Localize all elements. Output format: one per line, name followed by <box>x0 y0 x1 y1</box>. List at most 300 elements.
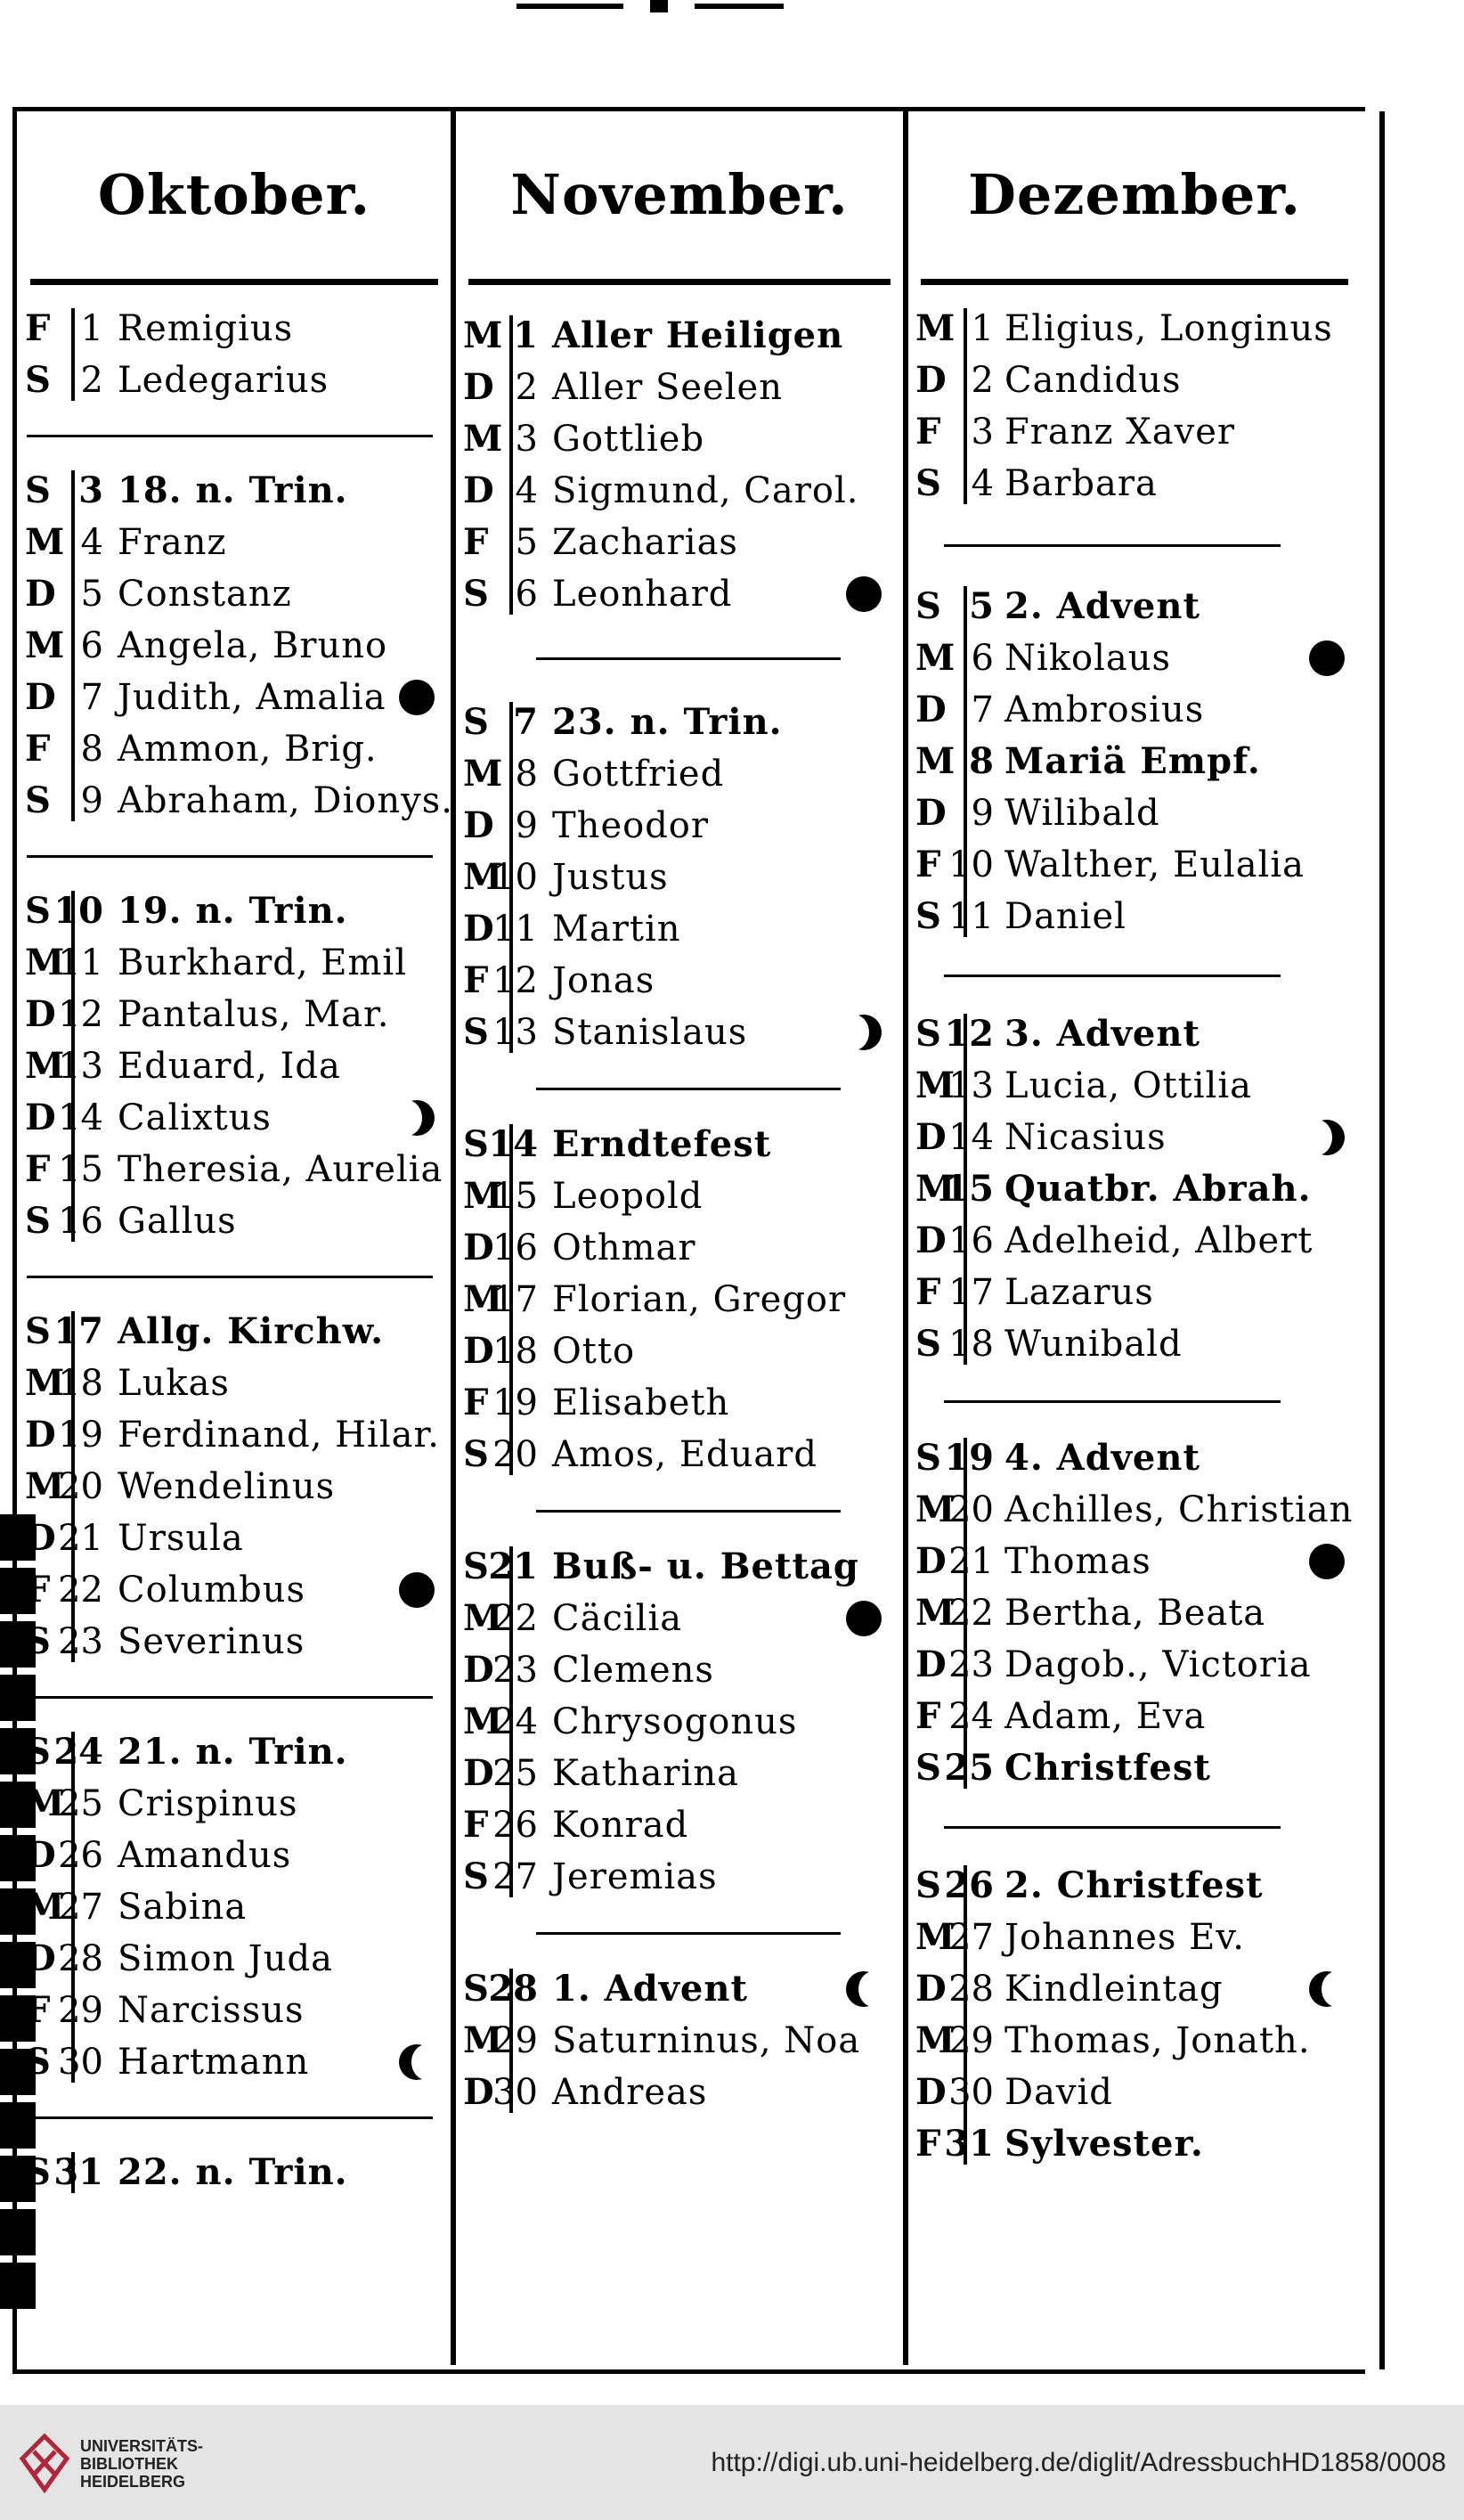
day-row <box>18 885 451 937</box>
weekday-letter: S <box>463 1011 489 1053</box>
weekday-letter: M <box>463 2019 503 2061</box>
day-number: 18 <box>492 1331 538 1372</box>
weekday-letter: M <box>915 1592 956 1634</box>
saint-name: Cäcilia <box>552 1598 683 1639</box>
week-separator <box>536 1510 841 1513</box>
day-number: 28 <box>58 1938 103 1979</box>
week-separator <box>944 1400 1281 1403</box>
saint-name: Katharina <box>552 1753 739 1794</box>
saint-name: 18. n. Trin. <box>118 469 348 511</box>
saint-name: Sylvester. <box>1004 2123 1204 2165</box>
day-number: 6 <box>80 625 103 666</box>
weekday-letter: M <box>463 1175 503 1217</box>
month-title: Dezember. <box>968 162 1301 227</box>
month-title: Oktober. <box>97 162 371 227</box>
saint-name: Adelheid, Albert <box>1004 1220 1314 1261</box>
weekday-letter: F <box>463 1382 489 1423</box>
saint-name: Lucia, Ottilia <box>1004 1065 1252 1106</box>
weekday-letter: D <box>463 469 494 511</box>
saint-name: Daniel <box>1004 896 1126 937</box>
day-row <box>908 406 1361 458</box>
day-row <box>456 697 903 748</box>
saint-name: Narcissus <box>118 1990 305 2031</box>
day-row <box>18 1358 451 1409</box>
weekday-letter: M <box>463 1597 503 1639</box>
weekday-letter: M <box>25 1886 65 1928</box>
weekday-letter: F <box>463 959 489 1001</box>
day-number: 7 <box>80 677 103 718</box>
day-row <box>456 852 903 903</box>
saint-name: Judith, Amalia <box>118 677 386 718</box>
weekday-letter: D <box>463 1649 494 1691</box>
weekday-letter: D <box>25 573 56 615</box>
weekday-letter: D <box>463 804 494 846</box>
weekday-letter: S <box>463 1855 489 1897</box>
full-moon-icon <box>1309 640 1345 676</box>
day-number: 29 <box>492 2020 538 2061</box>
weekday-letter: D <box>25 1097 56 1138</box>
saint-name: Nicasius <box>1004 1117 1167 1158</box>
saint-name: Justus <box>552 857 669 898</box>
saint-name: Achilles, Christian <box>1004 1489 1354 1530</box>
saint-name: Mariä Empf. <box>1004 740 1261 782</box>
saint-name: Aller Heiligen <box>552 314 844 356</box>
day-row <box>456 1222 903 1274</box>
weekday-letter: D <box>915 2071 947 2113</box>
day-row <box>456 568 903 620</box>
weekday-letter: S <box>25 1310 51 1352</box>
saint-name: Ledegarius <box>118 360 329 401</box>
day-number: 1 <box>80 308 103 349</box>
saint-name: Christfest <box>1004 1747 1211 1789</box>
day-number: 29 <box>58 1990 103 2031</box>
library-line: BIBLIOTHEK <box>80 2455 178 2473</box>
weekday-letter: D <box>915 792 947 834</box>
day-row <box>908 2067 1361 2118</box>
weekday-letter: D <box>463 908 494 950</box>
week-block <box>456 697 903 1058</box>
saint-name: 2. Christfest <box>1004 1864 1264 1906</box>
full-moon-icon <box>846 576 882 612</box>
week-block <box>908 581 1361 942</box>
day-number: 16 <box>492 1227 538 1268</box>
saint-name: 1. Advent <box>552 1968 748 2010</box>
day-row <box>908 1860 1361 1912</box>
weekday-letter: S <box>915 1747 941 1789</box>
saint-name: Gottlieb <box>552 419 705 460</box>
weekday-letter: D <box>463 2071 494 2113</box>
saint-name: Burkhard, Emil <box>118 942 407 983</box>
weekday-letter: M <box>463 1700 503 1742</box>
week-separator <box>27 435 433 437</box>
day-row <box>18 1513 451 1564</box>
day-row <box>18 1985 451 2036</box>
weekday-letter: D <box>463 1752 494 1794</box>
day-row <box>456 1325 903 1377</box>
day-row <box>18 989 451 1040</box>
day-number: 18 <box>948 1324 994 1365</box>
week-separator <box>944 1826 1281 1829</box>
weekday-letter: S <box>915 462 941 504</box>
day-number: 22 <box>58 1570 103 1611</box>
day-number: 10 <box>492 857 538 898</box>
day-row <box>456 903 903 955</box>
saint-name: Pantalus, Mar. <box>118 994 390 1035</box>
weekday-letter: F <box>915 1271 941 1313</box>
weekday-letter: S <box>25 1620 51 1662</box>
day-number: 3 <box>78 469 103 511</box>
weekday-letter: D <box>915 1219 947 1261</box>
day-number: 2 <box>515 367 538 408</box>
weekday-letter: F <box>25 1569 51 1611</box>
day-row <box>908 1060 1361 1112</box>
day-number: 9 <box>80 780 103 821</box>
day-number: 1 <box>513 314 538 356</box>
saint-name: Hartmann <box>118 2042 310 2083</box>
weekday-letter: D <box>25 1517 56 1559</box>
day-row <box>908 1163 1361 1215</box>
month-column-oktober <box>18 107 451 2365</box>
day-row <box>18 1616 451 1668</box>
day-row <box>18 1726 451 1778</box>
day-row <box>908 787 1361 839</box>
weekday-letter: F <box>25 1989 51 2031</box>
day-number: 25 <box>492 1753 538 1794</box>
day-number: 22 <box>948 1593 994 1634</box>
saint-name: Zacharias <box>552 522 738 563</box>
day-number: 9 <box>515 805 538 846</box>
saint-name: Walther, Eulalia <box>1004 844 1305 885</box>
saint-name: Nikolaus <box>1004 638 1172 679</box>
day-number: 8 <box>515 754 538 795</box>
day-number: 19 <box>944 1437 994 1479</box>
day-number: 6 <box>971 638 994 679</box>
week-block <box>18 1306 451 1668</box>
weekday-letter: F <box>915 2123 941 2165</box>
saint-name: Lukas <box>118 1363 230 1404</box>
day-number: 20 <box>492 1434 538 1475</box>
day-number: 11 <box>58 942 103 983</box>
week-separator <box>536 1932 841 1935</box>
month-header <box>18 107 451 285</box>
day-row <box>908 684 1361 736</box>
saint-name: Adam, Eva <box>1004 1696 1207 1737</box>
week-block <box>456 1119 903 1480</box>
week-separator <box>27 1276 433 1278</box>
weekday-letter: S <box>463 1123 489 1165</box>
saint-name: Chrysogonus <box>552 1701 798 1742</box>
day-row <box>18 1881 451 1933</box>
week-block <box>908 1432 1361 1794</box>
day-row <box>908 632 1361 684</box>
day-number: 15 <box>492 1176 538 1217</box>
week-block <box>18 465 451 827</box>
weekday-letter: M <box>25 1045 65 1087</box>
saint-name: Franz Xaver <box>1004 412 1235 453</box>
saint-name: Clemens <box>552 1650 714 1691</box>
saint-name: Ferdinand, Hilar. <box>118 1415 440 1456</box>
month-header <box>908 107 1361 285</box>
day-row <box>456 1429 903 1480</box>
weekday-letter: M <box>25 521 65 563</box>
day-number: 2 <box>80 360 103 401</box>
week-block <box>908 303 1361 510</box>
week-separator <box>944 544 1281 547</box>
saint-name: Stanislaus <box>552 1012 748 1053</box>
saint-name: Leonhard <box>552 574 733 615</box>
day-number: 6 <box>515 574 538 615</box>
day-number: 17 <box>53 1310 103 1352</box>
week-block <box>456 1963 903 2118</box>
saint-name: Johannes Ev. <box>1004 1917 1245 1958</box>
weekday-letter: M <box>915 1916 956 1958</box>
day-number: 27 <box>492 1856 538 1897</box>
saint-name: Buß- u. Bettag <box>552 1545 859 1587</box>
saint-name: Sabina <box>118 1887 248 1928</box>
saint-name: 3. Advent <box>1004 1013 1200 1055</box>
weekday-letter: D <box>25 1937 56 1979</box>
weekday-letter: S <box>915 895 941 937</box>
saint-name: Candidus <box>1004 360 1182 401</box>
day-row <box>18 1778 451 1830</box>
day-number: 25 <box>944 1747 994 1789</box>
weekday-letter: S <box>915 1864 941 1906</box>
weekday-letter: D <box>463 1227 494 1268</box>
full-moon-icon <box>1309 1544 1345 1579</box>
saint-name: Simon Juda <box>118 1938 333 1979</box>
day-number: 27 <box>948 1917 994 1958</box>
weekday-letter: S <box>463 1968 489 2010</box>
saint-name: Amandus <box>118 1835 292 1876</box>
weekday-letter: D <box>915 359 947 401</box>
weekday-letter: F <box>25 728 51 770</box>
week-separator <box>27 1696 433 1699</box>
saint-name: Sigmund, Carol. <box>552 470 859 511</box>
weekday-letter: S <box>915 1323 941 1365</box>
day-row <box>908 1112 1361 1163</box>
day-row <box>908 1963 1361 2015</box>
week-block <box>18 2147 451 2198</box>
weekday-letter: D <box>463 1330 494 1372</box>
saint-name: Erndtefest <box>552 1123 772 1165</box>
day-row <box>908 736 1361 787</box>
day-number: 30 <box>948 2072 994 2113</box>
day-number: 7 <box>513 701 538 743</box>
weekday-letter: S <box>25 2151 51 2193</box>
week-block <box>456 310 903 620</box>
day-row <box>456 517 903 568</box>
weekday-letter: S <box>915 1437 941 1479</box>
weekday-letter: M <box>463 1278 503 1320</box>
day-number: 31 <box>944 2123 994 2165</box>
day-number: 26 <box>492 1805 538 1846</box>
day-number: 3 <box>515 419 538 460</box>
month-column-november <box>456 107 903 2365</box>
day-number: 25 <box>58 1783 103 1824</box>
saint-name: Abraham, Dionys. <box>118 780 453 821</box>
day-row <box>18 1409 451 1461</box>
day-number: 28 <box>488 1968 538 2010</box>
saint-name: Theresia, Aurelia <box>118 1149 443 1190</box>
weekday-letter: M <box>915 2019 956 2061</box>
first-quarter-moon-icon <box>399 1100 435 1136</box>
saint-name: Kindleintag <box>1004 1969 1224 2010</box>
weekday-letter: S <box>25 1200 51 1242</box>
day-number: 16 <box>948 1220 994 1261</box>
day-number: 24 <box>492 1701 538 1742</box>
day-number: 4 <box>971 463 994 504</box>
saint-name: 4. Advent <box>1004 1437 1200 1479</box>
day-row <box>456 1007 903 1058</box>
last-quarter-moon-icon <box>846 1971 882 2007</box>
saint-name: Andreas <box>552 2072 708 2113</box>
day-row <box>908 355 1361 406</box>
saint-name: Gallus <box>118 1201 237 1242</box>
day-row <box>908 1912 1361 1963</box>
day-number: 14 <box>58 1097 103 1138</box>
weekday-letter: D <box>25 1414 56 1456</box>
week-block <box>908 1860 1361 2170</box>
weekday-letter: S <box>25 2041 51 2083</box>
weekday-letter: M <box>463 314 503 356</box>
weekday-letter: M <box>25 1465 65 1507</box>
day-row <box>908 1742 1361 1794</box>
saint-name: 21. n. Trin. <box>118 1731 348 1773</box>
saint-name: Eduard, Ida <box>118 1046 341 1087</box>
day-number: 23 <box>492 1650 538 1691</box>
weekday-letter: S <box>25 890 51 932</box>
day-row <box>456 1541 903 1593</box>
saint-name: Eligius, Longinus <box>1004 308 1333 349</box>
weekday-letter: F <box>463 1804 489 1846</box>
day-number: 21 <box>488 1545 538 1587</box>
week-separator <box>944 975 1281 977</box>
day-number: 8 <box>969 740 994 782</box>
month-column-dezember <box>908 107 1361 2365</box>
saint-name: Theodor <box>552 805 710 846</box>
weekday-letter: D <box>25 676 56 718</box>
day-row <box>456 1696 903 1748</box>
saint-name: Ammon, Brig. <box>118 729 378 770</box>
saint-name: Dagob., Victoria <box>1004 1644 1312 1685</box>
saint-name: Lazarus <box>1004 1272 1154 1313</box>
saint-name: Angela, Bruno <box>118 625 388 666</box>
weekday-letter: M <box>915 307 956 349</box>
day-number: 11 <box>948 896 994 937</box>
saint-name: Ursula <box>118 1518 244 1559</box>
day-row <box>18 303 451 355</box>
day-row <box>18 1040 451 1092</box>
last-quarter-moon-icon <box>1309 1971 1345 2007</box>
weekday-letter: S <box>25 359 51 401</box>
saint-name: Aller Seelen <box>552 367 783 408</box>
saint-name: Amos, Eduard <box>552 1434 817 1475</box>
day-number: 29 <box>948 2020 994 2061</box>
saint-name: Florian, Gregor <box>552 1279 847 1320</box>
day-number: 10 <box>948 844 994 885</box>
weekday-letter: D <box>915 1116 947 1158</box>
day-row <box>456 1170 903 1222</box>
full-moon-icon <box>846 1601 882 1636</box>
day-row <box>908 581 1361 632</box>
day-row <box>18 568 451 620</box>
week-block <box>18 1726 451 2088</box>
weekday-letter: F <box>25 1148 51 1190</box>
day-row <box>456 2015 903 2067</box>
day-number: 21 <box>948 1541 994 1582</box>
day-row <box>18 1306 451 1358</box>
weekday-letter: F <box>915 1695 941 1737</box>
day-row <box>18 1195 451 1247</box>
day-number: 20 <box>948 1489 994 1530</box>
day-row <box>908 2118 1361 2170</box>
weekday-letter: F <box>915 411 941 453</box>
day-number: 28 <box>948 1969 994 2010</box>
month-title: November. <box>510 162 849 227</box>
day-row <box>456 1748 903 1799</box>
day-row <box>908 458 1361 510</box>
weekday-letter: D <box>915 1540 947 1582</box>
day-row <box>18 672 451 723</box>
day-row <box>18 1933 451 1985</box>
weekday-letter: S <box>463 573 489 615</box>
weekday-letter: M <box>915 1168 956 1210</box>
saint-name: Gottfried <box>552 754 725 795</box>
source-url-link[interactable]: http://digi.ub.uni-heidelberg.de/diglit/AdressbuchHD1858/0008 <box>711 2448 1446 2477</box>
weekday-letter: D <box>915 689 947 730</box>
day-number: 12 <box>944 1013 994 1055</box>
day-row <box>456 1963 903 2015</box>
day-row <box>18 2147 451 2198</box>
weekday-letter: M <box>915 1488 956 1530</box>
day-row <box>908 303 1361 355</box>
full-moon-icon <box>399 1572 435 1608</box>
saint-name: Franz <box>118 522 227 563</box>
weekday-letter: M <box>915 1064 956 1106</box>
day-number: 19 <box>58 1415 103 1456</box>
weekday-letter: S <box>25 779 51 821</box>
day-number: 19 <box>492 1382 538 1423</box>
week-separator <box>27 2116 433 2119</box>
day-row <box>456 1799 903 1851</box>
day-number: 22 <box>492 1598 538 1639</box>
weekday-letter: M <box>463 753 503 795</box>
weekday-letter: M <box>25 1782 65 1824</box>
day-row <box>908 839 1361 891</box>
weekday-letter: M <box>915 637 956 679</box>
day-row <box>456 800 903 852</box>
saint-name: Elisabeth <box>552 1382 730 1423</box>
saint-name: Wilibald <box>1004 793 1160 834</box>
day-row <box>908 1484 1361 1536</box>
weekday-letter: M <box>25 1362 65 1404</box>
saint-name: 22. n. Trin. <box>118 2151 348 2193</box>
day-number: 30 <box>492 2072 538 2113</box>
day-row <box>18 723 451 775</box>
month-header <box>456 107 903 285</box>
saint-name: David <box>1004 2072 1113 2113</box>
day-row <box>456 1377 903 1429</box>
day-number: 23 <box>58 1621 103 1662</box>
week-block <box>456 1541 903 1903</box>
saint-name: Saturninus, Noa <box>552 2020 861 2061</box>
weekday-letter: S <box>915 1013 941 1055</box>
weekday-letter: D <box>463 366 494 408</box>
day-number: 21 <box>58 1518 103 1559</box>
day-number: 12 <box>58 994 103 1035</box>
day-row <box>908 1536 1361 1587</box>
day-row <box>18 1830 451 1881</box>
